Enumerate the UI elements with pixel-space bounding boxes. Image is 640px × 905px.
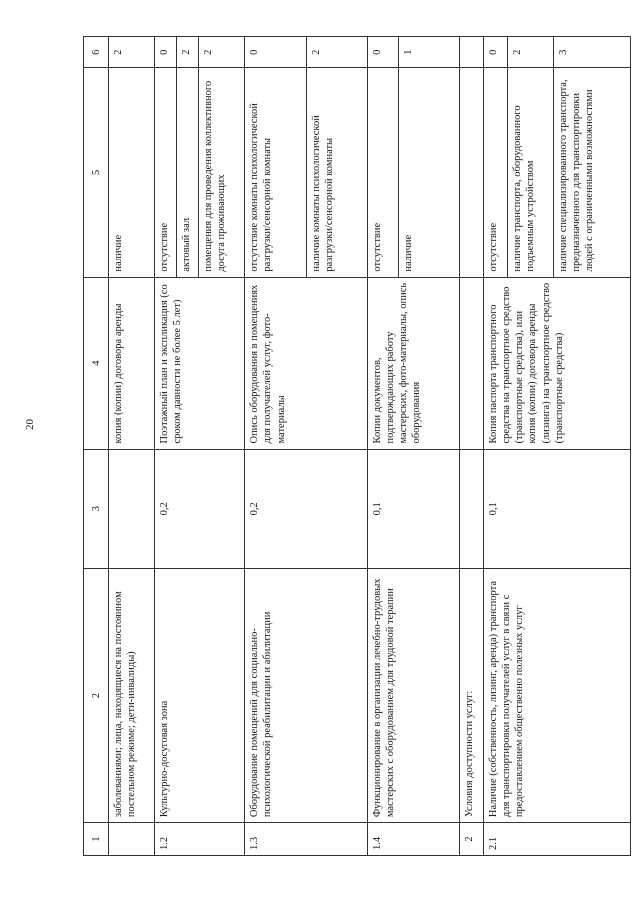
document-cell: копия (копии) договора аренды bbox=[109, 277, 155, 449]
row-number: 1.3 bbox=[245, 823, 368, 856]
weight-cell: 0,1 bbox=[484, 449, 631, 569]
weight-cell bbox=[460, 449, 484, 569]
section-heading: Условия доступности услуг: bbox=[460, 569, 484, 823]
document-cell: Копия паспорта транспортного средства на транспортное средство (транспортные средства), или копия (копии) договора аренды (лизинга) на транспортное средство (транспортные средства) bbox=[484, 277, 631, 449]
indicator-cell: отсутствие bbox=[484, 68, 508, 277]
table-row bbox=[155, 37, 177, 856]
document-cell bbox=[460, 277, 484, 449]
weight-cell bbox=[109, 449, 155, 569]
criterion-cell: Оборудование помещений для социально-психологической реабилитации и абилитации bbox=[245, 569, 368, 823]
table-row bbox=[484, 37, 508, 856]
indicator-cell: наличие специализированного транспорта, предназначенного для транспортировки людей с ограниченными возможностями bbox=[554, 68, 631, 277]
criteria-table bbox=[83, 36, 631, 856]
row-number: 1.4 bbox=[368, 823, 460, 856]
indicator-cell: наличие bbox=[109, 68, 155, 277]
score-cell: 2 bbox=[306, 37, 367, 68]
criterion-cell: Наличие (собственность, лизинг, аренда) транспорта для транспортировки получателей услуг в связи с предоставлением общественно полезных услуг bbox=[484, 569, 631, 823]
indicator-cell: наличие bbox=[398, 68, 459, 277]
score-cell: 1 bbox=[398, 37, 459, 68]
score-cell: 0 bbox=[155, 37, 177, 68]
row-number: 1.2 bbox=[155, 823, 245, 856]
weight-cell: 0,1 bbox=[368, 449, 460, 569]
header-cell: 6 bbox=[84, 37, 109, 68]
header-cell: 4 bbox=[84, 277, 109, 449]
criteria-table-container bbox=[83, 36, 631, 856]
document-cell: Опись оборудования в помещениях для получателей услуг, фото-материалы bbox=[245, 277, 368, 449]
header-cell: 2 bbox=[84, 569, 109, 823]
criterion-cell: заболеваниями; лица, находящиеся на постоянном постельном режиме; дети-инвалиды) bbox=[109, 569, 155, 823]
indicator-cell: актовый зал bbox=[177, 68, 199, 277]
indicator-cell: наличие комнаты психологической разгрузки/сенсорной комнаты bbox=[306, 68, 367, 277]
score-cell: 2 bbox=[199, 37, 245, 68]
score-cell: 2 bbox=[508, 37, 554, 68]
score-cell: 3 bbox=[554, 37, 631, 68]
page-number: 20 bbox=[24, 419, 36, 430]
weight-cell: 0,2 bbox=[155, 449, 245, 569]
document-cell: Поэтажный план и экспликация (со сроком давности не более 5 лет) bbox=[155, 277, 245, 449]
header-cell: 5 bbox=[84, 68, 109, 277]
indicator-cell: помещения для проведения коллективного досуга проживающих bbox=[199, 68, 245, 277]
score-cell: 0 bbox=[484, 37, 508, 68]
indicator-cell bbox=[460, 68, 484, 277]
table-row bbox=[245, 37, 306, 856]
table-row bbox=[368, 37, 399, 856]
header-cell: 1 bbox=[84, 823, 109, 856]
header-row bbox=[84, 37, 109, 856]
document-cell: Копии документов, подтверждающих работу мастерских, фото-материалы, опись оборудования bbox=[368, 277, 460, 449]
indicator-cell: отсутствие bbox=[155, 68, 177, 277]
score-cell: 0 bbox=[245, 37, 306, 68]
score-cell bbox=[460, 37, 484, 68]
row-number bbox=[109, 823, 155, 856]
criterion-cell: Функционирование в организации лечебно-трудовых мастерских с оборудованием для трудовой терапии bbox=[368, 569, 460, 823]
table-row bbox=[460, 37, 484, 856]
indicator-cell: отсутствие комнаты психологической разгрузки/сенсорной комнаты bbox=[245, 68, 306, 277]
weight-cell: 0,2 bbox=[245, 449, 368, 569]
indicator-cell: наличие транспорта, оборудованного подъемным устройством bbox=[508, 68, 554, 277]
criterion-cell: Культурно-досуговая зона bbox=[155, 569, 245, 823]
score-cell: 0 bbox=[368, 37, 399, 68]
header-cell: 3 bbox=[84, 449, 109, 569]
table-row bbox=[109, 37, 155, 856]
indicator-cell: отсутствие bbox=[368, 68, 399, 277]
row-number: 2.1 bbox=[484, 823, 631, 856]
score-cell: 2 bbox=[109, 37, 155, 68]
score-cell: 2 bbox=[177, 37, 199, 68]
row-number: 2 bbox=[460, 823, 484, 856]
